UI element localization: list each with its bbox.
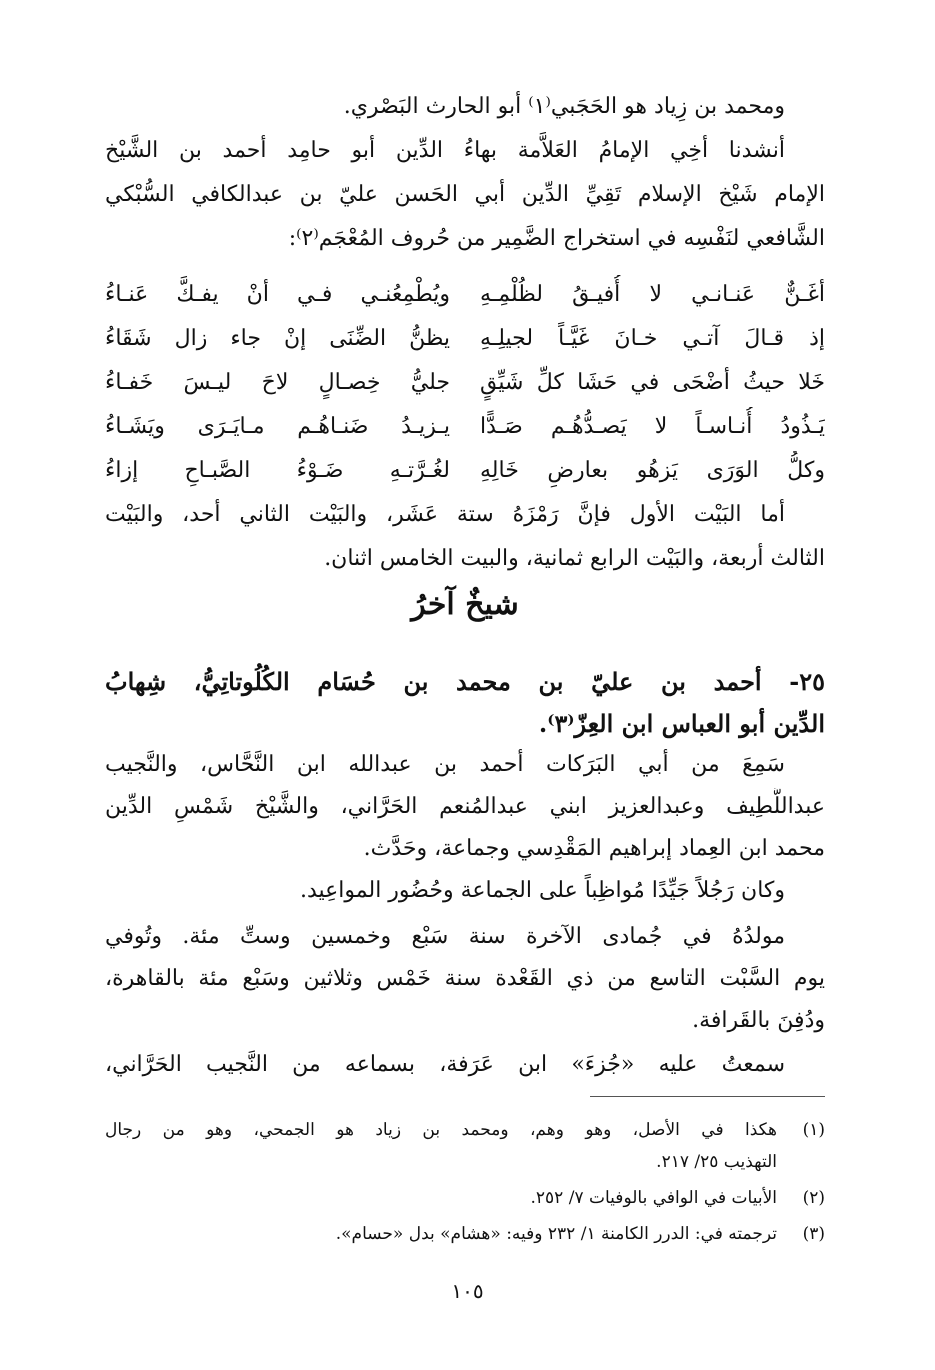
page-number: ١٠٥ (451, 1279, 484, 1303)
verse-first-hemistich: إذ قـالَ آتـي خـانَ غَيَّـاً لجيلِـهِ (480, 326, 825, 351)
footnote-number: (٣) (802, 1224, 825, 1244)
poem-verse (105, 319, 825, 359)
verse-second-hemistich: لغُـرَّتـهِ ضَـوْءُ الصَّبـاحِ إزاءُ (105, 458, 450, 483)
text-line: سمعتُ عليه «جُزءَ» ابن عَرَفة، بسماعه من النَّجيب الحَرَّاني، (105, 1052, 785, 1077)
verse-first-hemistich: أغَـنٌّ عَنـانـي لا أُفيـقُ لظُلْمِـهِ (480, 282, 825, 307)
footnote-text: الأبيات في الوافي بالوفيات ٧/ ٢٥٢. (530, 1188, 777, 1208)
footnote-text: ترجمته في: الدرر الكامنة ١/ ٢٣٢ وفيه: «هشام» بدل «حسام». (335, 1224, 777, 1244)
footnote-number: (٢) (802, 1188, 825, 1208)
text-line: يوم السَّبْت التاسع من ذي القَعْدة سنة خَمْس وثلاثين وسَبْع مئة بالقاهرة، (105, 966, 825, 991)
verse-first-hemistich: يَـذُودُ أُنـاسـاً لا يَصـدُّهُـم صَـدًّا (480, 414, 825, 439)
text-line: ودُفِنَ بالقَرافة. (692, 1008, 825, 1033)
footnote-number: (١) (802, 1120, 825, 1140)
verse-second-hemistich: ويُطْمِعُنـي فـي أنْ يفـكَّ عَنـاءُ (105, 282, 450, 307)
verse-second-hemistich: يـزيـدُ ضَنـاهُـم مـايَـرَى ويَشَـاءُ (105, 414, 450, 439)
footnote-text: التهذيب ٢٥/ ٢١٧. (656, 1152, 777, 1172)
verse-second-hemistich: يظنُّ الضِّنَى إنْ جاء زال شَقَاءُ (105, 326, 450, 351)
text-line: أما البَيْت الأول فإنَّ رَمْزَهُ ستة عَشَر، والبَيْت الثاني أحد، والبَيْت (105, 502, 785, 527)
text-line: الثالث أربعة، والبَيْت الرابع ثمانية، والبيت الخامس اثنان. (324, 546, 825, 571)
text-line: وكان رَجُلاً جَيِّدًا مُواظِباً على الجماعة وحُضُور المواعِيد. (300, 878, 785, 903)
footnote-1-continued (105, 1148, 825, 1176)
poem-verse (105, 275, 825, 315)
poem-verse (105, 451, 825, 491)
text-line: محمد ابن العِماد إبراهيم المَقْدِسي وجماعة، وحَدَّث. (363, 836, 825, 861)
text-line: ومحمد بن زِياد هو الحَجَبي⁽١⁾ أبو الحارث البَصْري. (343, 94, 785, 119)
text-line: سَمِعَ من أبي البَرَكات أحمد بن عبدالله ابن النَّحَّاس، والنَّجيب (105, 752, 785, 777)
verse-first-hemistich: وكلُّ الوَرَى يَزهُو بعارضِ خَالِهِ (480, 458, 825, 483)
entry-heading-line: الدِّين أبو العباس ابن العِزّ⁽٣⁾. (538, 709, 825, 738)
text-line: عبداللَّطِيف وعبدالعزيز ابني عبدالمُنعم الحَرَّاني، والشَّيْخ شَمْسِ الدِّين (105, 794, 825, 819)
text-line: الإمام شَيْخ الإسلام تَقِيِّ الدِّين أبي الحَسن عليّ بن عبدالكافي السُّبْكي (105, 182, 825, 207)
verse-second-hemistich: جليُّ خِصـالٍ لاحَ ليـسَ خَفـاءُ (105, 370, 450, 395)
section-heading: شيخٌ آخرُ (411, 587, 519, 622)
text-line: أنشدنا أخِي الإمامُ العَلاَّمة بهاءُ الدِّين أبو حامِد أحمد بن الشَّيْخ (105, 138, 785, 163)
text-line: مولدُهُ في جُمادى الآخرة سنة سَبْع وخمسين وستِّ مئة. وتُوفي (105, 924, 785, 949)
poem-verse (105, 407, 825, 447)
footnote-text: هكذا في الأصل، وهو وهم، ومحمد بن زياد هو الجمحي، وهو من رجال (105, 1120, 777, 1140)
footnote-3 (105, 1220, 825, 1248)
footnote-2 (105, 1184, 825, 1212)
verse-first-hemistich: خَلا حيثُ أضْحَى في حَشَا كلِّ شَيِّقٍ (480, 370, 825, 395)
footnote-separator (590, 1096, 825, 1097)
poem-verse (105, 363, 825, 403)
text-line: الشَّافعي لنَفْسِه في استخراج الضَّمِير من حُروف المُعْجَم⁽٢⁾: (288, 226, 825, 251)
footnote-1 (105, 1116, 825, 1144)
entry-heading-line: ٢٥- أحمد بن عليّ بن محمد بن حُسَام الكُلُوتاتِيُّ، شِهابُ (105, 667, 825, 696)
